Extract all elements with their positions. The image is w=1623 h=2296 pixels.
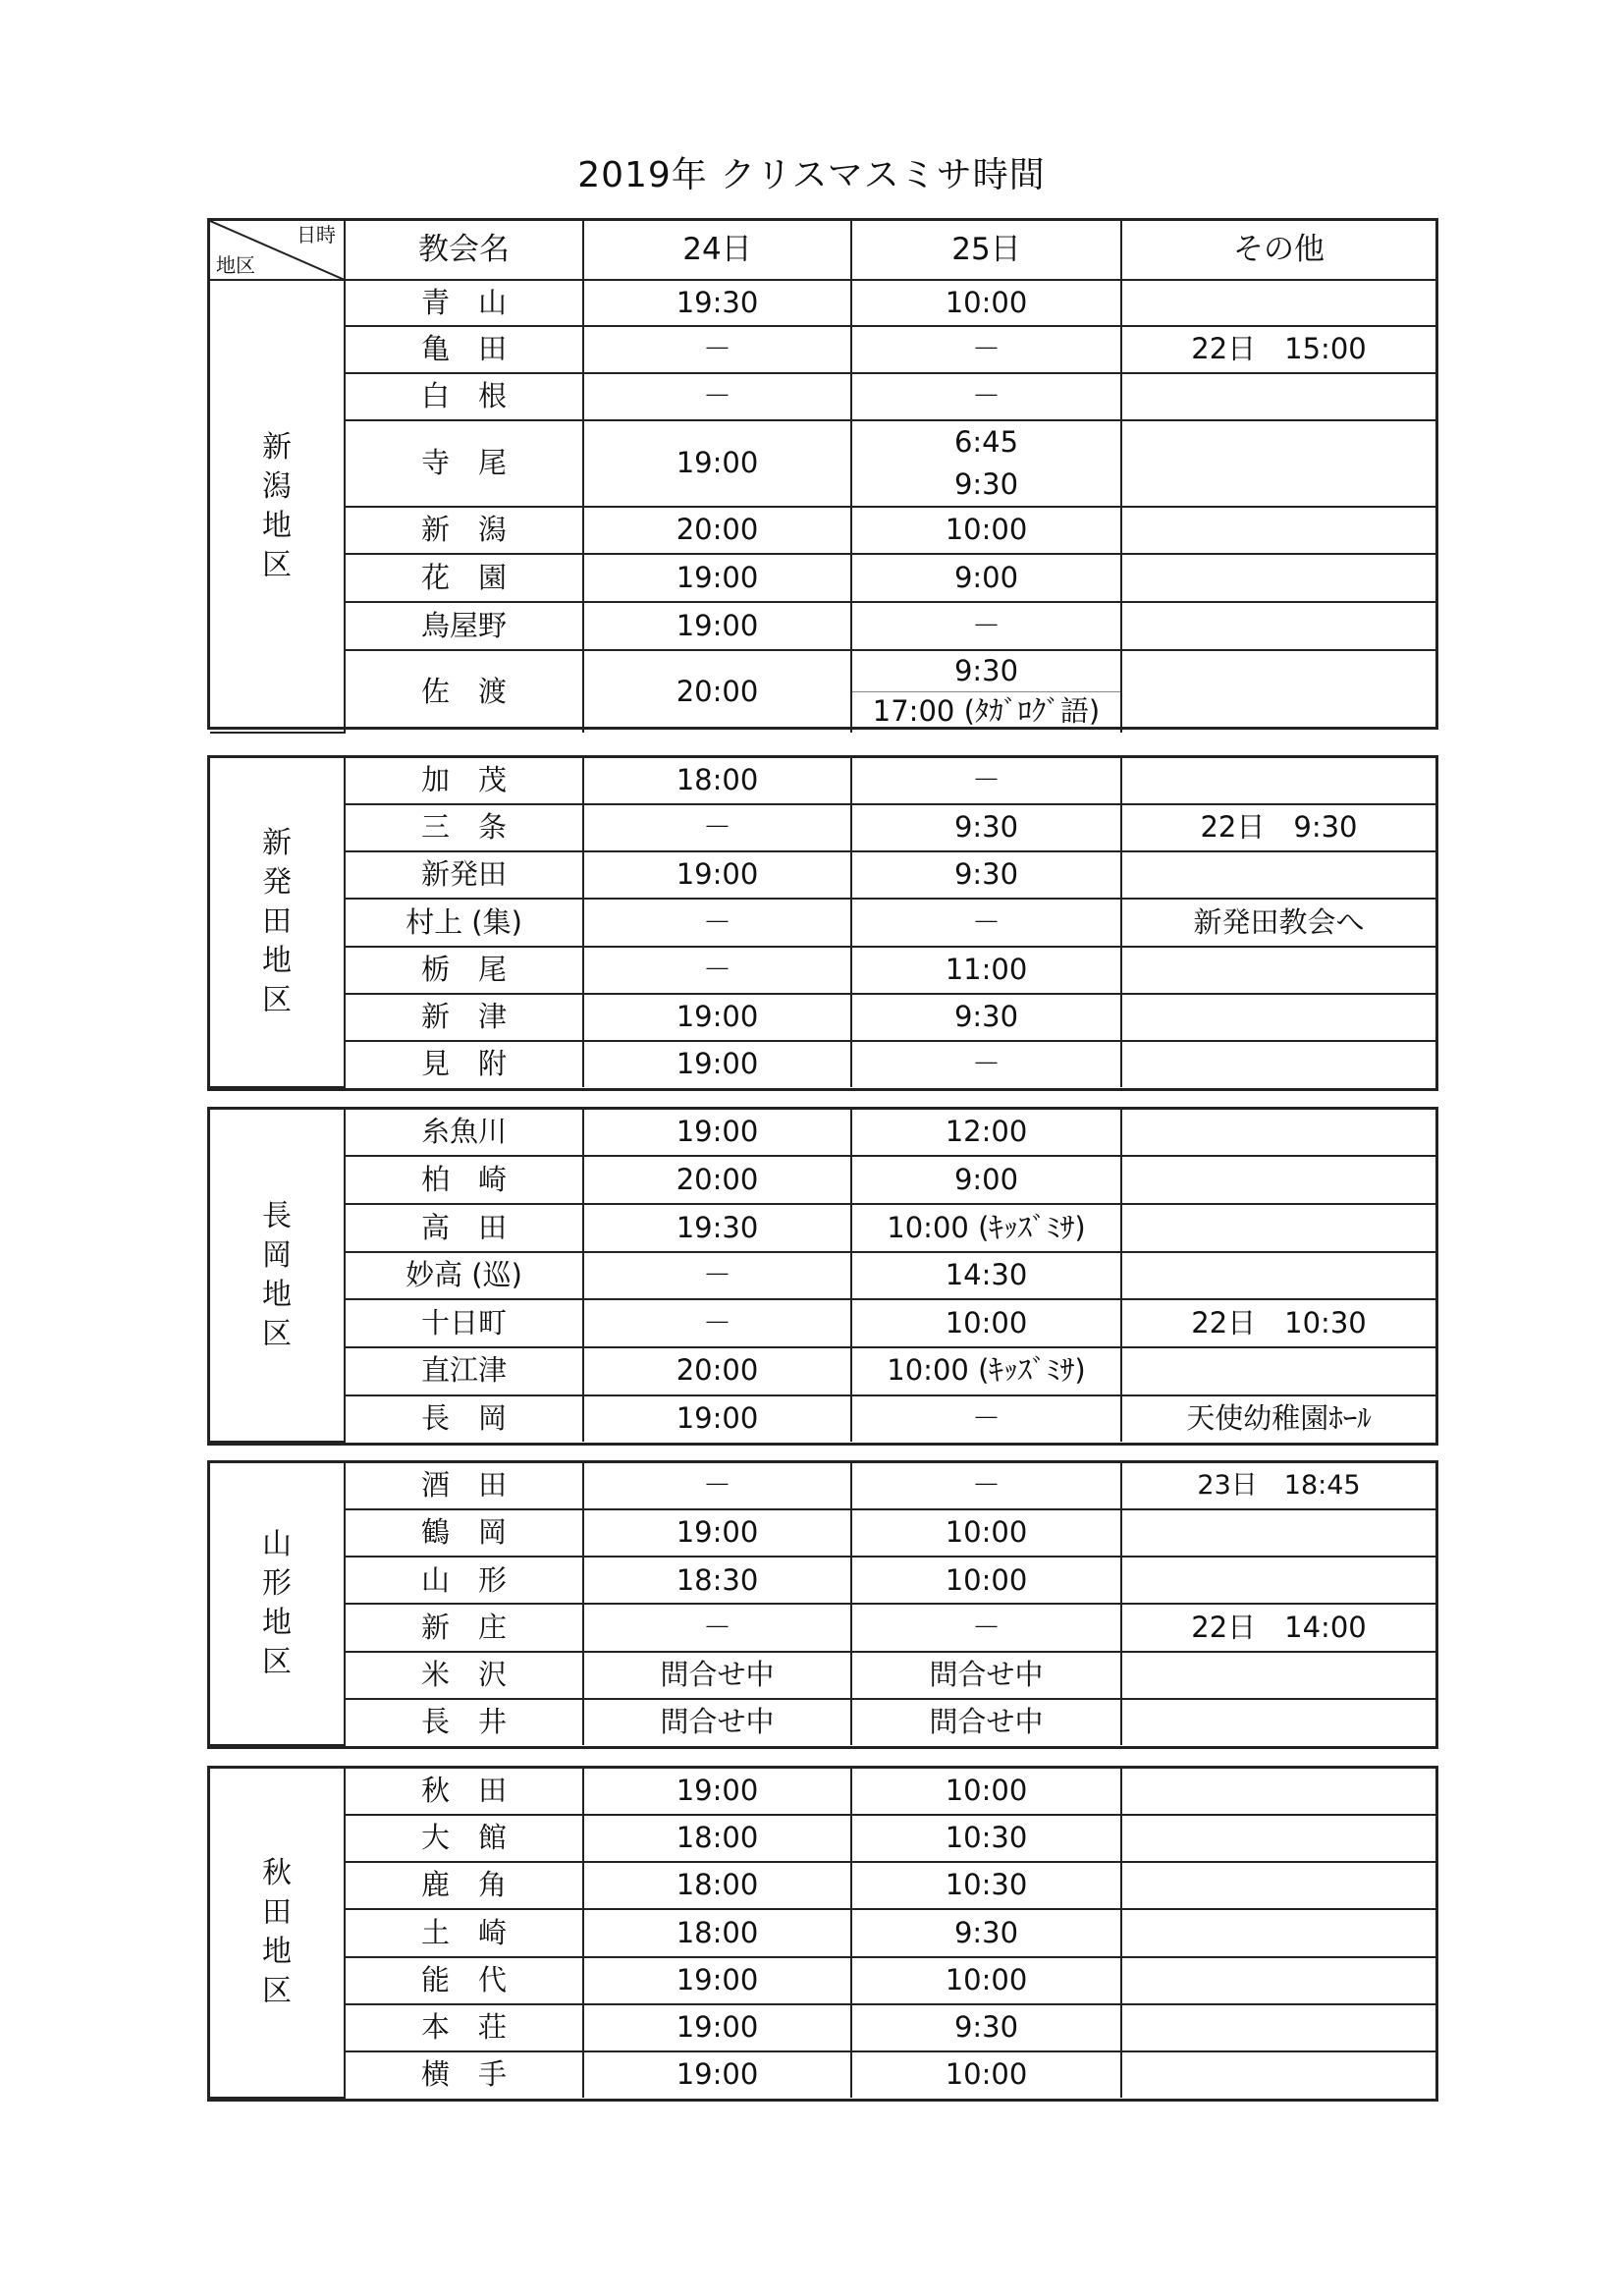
time-25: － <box>851 602 1121 650</box>
time-25: 10:00 (ｷｯｽﾞﾐｻ) <box>851 1347 1121 1395</box>
time-25-second: 9:30 <box>953 466 1019 501</box>
time-25: 10:30 <box>851 1815 1121 1862</box>
table-row <box>210 602 1435 650</box>
other-note <box>1121 1204 1435 1252</box>
time-24: 19:00 <box>583 994 851 1041</box>
church-name: 栃 尾 <box>345 947 583 994</box>
header-other: その他 <box>1121 221 1435 280</box>
time-25: 10:00 <box>851 280 1121 326</box>
other-note: 新発田教会へ <box>1121 899 1435 946</box>
church-name: 亀 田 <box>345 326 583 373</box>
table-row <box>210 554 1435 602</box>
corner-area-label: 地区 <box>216 253 255 277</box>
table-row <box>210 1557 1435 1604</box>
time-24: 問合せ中 <box>583 1652 851 1699</box>
time-25: 10:00 <box>851 1769 1121 1815</box>
header-row <box>210 221 1435 280</box>
time-25: 10:00 <box>851 2051 1121 2098</box>
table-row <box>210 650 1435 733</box>
region-label: 山 形 地 区 <box>210 1463 345 1745</box>
other-note <box>1121 1041 1435 1087</box>
table-row <box>210 1957 1435 2004</box>
other-note <box>1121 851 1435 899</box>
time-25: 10:00 <box>851 1299 1121 1347</box>
other-note <box>1121 1652 1435 1699</box>
church-name: 加 茂 <box>345 758 583 804</box>
church-name: 青 山 <box>345 280 583 326</box>
table-row <box>210 947 1435 994</box>
church-name: 新 潟 <box>345 507 583 554</box>
time-24: － <box>583 899 851 946</box>
table-row <box>210 1156 1435 1204</box>
table-row <box>210 1110 1435 1156</box>
time-25: 10:00 <box>851 1557 1121 1604</box>
table-row <box>210 1347 1435 1395</box>
other-note <box>1121 650 1435 733</box>
table-row <box>210 1041 1435 1087</box>
time-24: 19:30 <box>583 1204 851 1252</box>
church-name: 鹿 角 <box>345 1862 583 1909</box>
table-row <box>210 899 1435 946</box>
time-25: － <box>851 1041 1121 1087</box>
time-25: 9:00 <box>851 1156 1121 1204</box>
time-24: 問合せ中 <box>583 1699 851 1745</box>
church-name: 大 館 <box>345 1815 583 1862</box>
time-25: － <box>851 1395 1121 1442</box>
table-row <box>210 1463 1435 1509</box>
other-note: 23日 18:45 <box>1121 1463 1435 1509</box>
time-25: 10:00 <box>851 1509 1121 1557</box>
table-row <box>210 326 1435 373</box>
time-25: 9:30 <box>851 2004 1121 2051</box>
table-row <box>210 1604 1435 1651</box>
corner-date-label: 日時 <box>297 223 336 246</box>
church-name: 長 岡 <box>345 1395 583 1442</box>
time-24: 19:00 <box>583 1509 851 1557</box>
time-24: － <box>583 1252 851 1300</box>
other-note <box>1121 994 1435 1041</box>
church-name: 秋 田 <box>345 1769 583 1815</box>
time-24: 19:00 <box>583 2004 851 2051</box>
time-24: － <box>583 1463 851 1509</box>
time-24: － <box>583 326 851 373</box>
church-name: 三 条 <box>345 804 583 851</box>
church-name: 花 園 <box>345 554 583 602</box>
time-25-first: 6:45 <box>953 424 1019 459</box>
church-name: 新発田 <box>345 851 583 899</box>
time-25: 問合せ中 <box>851 1699 1121 1745</box>
table-row <box>210 1815 1435 1862</box>
region-label: 長 岡 地 区 <box>210 1110 345 1442</box>
table-row <box>210 280 1435 326</box>
time-24: 20:00 <box>583 1156 851 1204</box>
time-24: － <box>583 373 851 420</box>
church-name: 新 津 <box>345 994 583 1041</box>
time-25: － <box>851 1604 1121 1651</box>
time-24: 18:00 <box>583 1815 851 1862</box>
table-row <box>210 851 1435 899</box>
other-note <box>1121 280 1435 326</box>
time-24: － <box>583 1604 851 1651</box>
other-note <box>1121 602 1435 650</box>
church-name: 新 庄 <box>345 1604 583 1651</box>
table-row <box>210 1395 1435 1442</box>
church-name: 米 沢 <box>345 1652 583 1699</box>
time-24: 20:00 <box>583 650 851 733</box>
other-note <box>1121 1557 1435 1604</box>
church-name: 横 手 <box>345 2051 583 2098</box>
table-row <box>210 1252 1435 1300</box>
table-row <box>210 804 1435 851</box>
church-name: 鶴 岡 <box>345 1509 583 1557</box>
time-24: 19:00 <box>583 554 851 602</box>
time-25: － <box>851 899 1121 946</box>
other-note <box>1121 420 1435 507</box>
other-note <box>1121 1815 1435 1862</box>
time-25: 11:00 <box>851 947 1121 994</box>
table-row <box>210 373 1435 420</box>
church-name: 長 井 <box>345 1699 583 1745</box>
time-24: 20:00 <box>583 1347 851 1395</box>
time-24: 19:00 <box>583 1041 851 1087</box>
table-row <box>210 507 1435 554</box>
other-note <box>1121 1156 1435 1204</box>
other-note: 22日 15:00 <box>1121 326 1435 373</box>
time-25-second: 17:00 (ﾀｶﾞﾛｸﾞ語) <box>872 694 1101 729</box>
time-24: 18:30 <box>583 1557 851 1604</box>
other-note <box>1121 373 1435 420</box>
table-row <box>210 1299 1435 1347</box>
time-24: 20:00 <box>583 507 851 554</box>
time-25: － <box>851 758 1121 804</box>
other-note: 22日 14:00 <box>1121 1604 1435 1651</box>
church-name: 鳥屋野 <box>345 602 583 650</box>
yamagata-block <box>207 1460 1438 1749</box>
time-25: － <box>851 373 1121 420</box>
church-name: 柏 崎 <box>345 1156 583 1204</box>
church-name: 寺 尾 <box>345 420 583 507</box>
table-row <box>210 2051 1435 2098</box>
time-24: 19:30 <box>583 280 851 326</box>
other-note <box>1121 1347 1435 1395</box>
other-note <box>1121 507 1435 554</box>
time-24: 19:00 <box>583 602 851 650</box>
other-note <box>1121 1769 1435 1815</box>
other-note <box>1121 1509 1435 1557</box>
time-25: 12:00 <box>851 1110 1121 1156</box>
table-row <box>210 758 1435 804</box>
church-name: 妙高 (巡) <box>345 1252 583 1300</box>
header-25: 25日 <box>851 221 1121 280</box>
church-name: 見 附 <box>345 1041 583 1087</box>
other-note <box>1121 1252 1435 1300</box>
time-25: 9:30 <box>851 1909 1121 1956</box>
time-25: － <box>851 1463 1121 1509</box>
corner-cell <box>210 221 345 280</box>
region-label: 新 発 田 地 区 <box>210 758 345 1087</box>
church-name: 十日町 <box>345 1299 583 1347</box>
nagaoka-block <box>207 1107 1438 1446</box>
table-row <box>210 1699 1435 1745</box>
table-row <box>210 1769 1435 1815</box>
church-name: 村上 (集) <box>345 899 583 946</box>
time-24: 19:00 <box>583 420 851 507</box>
shibata-block <box>207 755 1438 1091</box>
time-24: 18:00 <box>583 1909 851 1956</box>
church-name: 白 根 <box>345 373 583 420</box>
header-church: 教会名 <box>345 221 583 280</box>
time-24: 19:00 <box>583 851 851 899</box>
other-note <box>1121 554 1435 602</box>
time-25: 問合せ中 <box>851 1652 1121 1699</box>
time-24: 19:00 <box>583 1957 851 2004</box>
other-note <box>1121 2004 1435 2051</box>
table-row <box>210 1204 1435 1252</box>
header-24: 24日 <box>583 221 851 280</box>
time-25-first: 9:30 <box>852 652 1120 693</box>
other-note <box>1121 1862 1435 1909</box>
church-name: 山 形 <box>345 1557 583 1604</box>
time-24: 19:00 <box>583 1395 851 1442</box>
other-note: 22日 9:30 <box>1121 804 1435 851</box>
other-note: 天使幼稚園ﾎｰﾙ <box>1121 1395 1435 1442</box>
table-row <box>210 2004 1435 2051</box>
table-row <box>210 1862 1435 1909</box>
table-row <box>210 420 1435 507</box>
church-name: 酒 田 <box>345 1463 583 1509</box>
other-note <box>1121 1957 1435 2004</box>
time-25: 10:00 (ｷｯｽﾞﾐｻ) <box>851 1204 1121 1252</box>
time-24: 18:00 <box>583 1862 851 1909</box>
other-note: 22日 10:30 <box>1121 1299 1435 1347</box>
table-row <box>210 994 1435 1041</box>
church-name: 直江津 <box>345 1347 583 1395</box>
time-25: 9:30 <box>851 994 1121 1041</box>
time-25: 10:00 <box>851 507 1121 554</box>
church-name: 能 代 <box>345 1957 583 2004</box>
church-name: 土 崎 <box>345 1909 583 1956</box>
time-24: － <box>583 1299 851 1347</box>
church-name: 糸魚川 <box>345 1110 583 1156</box>
other-note <box>1121 1699 1435 1745</box>
niigata-block <box>207 218 1438 730</box>
time-25: 9:30 <box>851 851 1121 899</box>
church-name: 高 田 <box>345 1204 583 1252</box>
region-label: 秋 田 地 区 <box>210 1769 345 2098</box>
church-name: 本 荘 <box>345 2004 583 2051</box>
other-note <box>1121 947 1435 994</box>
other-note <box>1121 1909 1435 1956</box>
time-24: 19:00 <box>583 1110 851 1156</box>
church-name: 佐 渡 <box>345 650 583 733</box>
region-label: 新 潟 地 区 <box>210 280 345 733</box>
time-24: 18:00 <box>583 758 851 804</box>
table-row <box>210 1509 1435 1557</box>
time-25 <box>851 420 1121 507</box>
akita-block <box>207 1766 1438 2102</box>
other-note <box>1121 1110 1435 1156</box>
time-25: 9:30 <box>851 804 1121 851</box>
time-25: 10:30 <box>851 1862 1121 1909</box>
other-note <box>1121 2051 1435 2098</box>
time-24: 19:00 <box>583 2051 851 2098</box>
time-25: 9:00 <box>851 554 1121 602</box>
table-row <box>210 1909 1435 1956</box>
time-24: － <box>583 804 851 851</box>
other-note <box>1121 758 1435 804</box>
time-25: 10:00 <box>851 1957 1121 2004</box>
time-24: 19:00 <box>583 1769 851 1815</box>
page-title: 2019年 クリスマスミサ時間 <box>577 155 1046 195</box>
time-25 <box>851 650 1121 733</box>
table-row <box>210 1652 1435 1699</box>
time-24: － <box>583 947 851 994</box>
time-25: 14:30 <box>851 1252 1121 1300</box>
time-25: － <box>851 326 1121 373</box>
